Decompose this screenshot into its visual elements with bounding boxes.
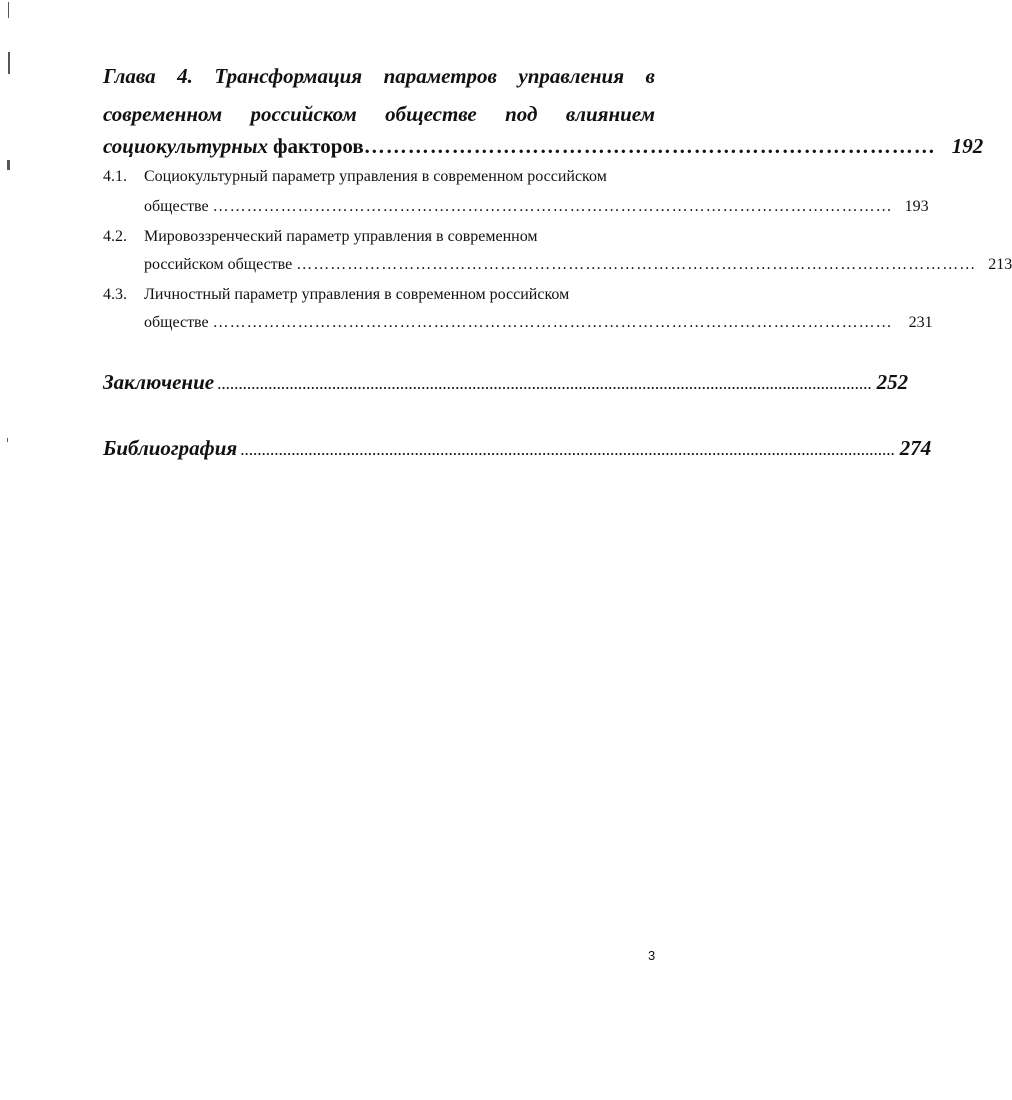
toc-entry-bibliography — [103, 436, 932, 461]
scan-artifact — [7, 160, 10, 170]
chapter-word: Трансформация — [214, 64, 363, 88]
scan-artifact — [7, 438, 8, 442]
entry-page: 274 — [899, 436, 932, 460]
chapter-word: в — [645, 64, 655, 88]
chapter-word: современном — [103, 102, 223, 126]
section-page: 193 — [904, 198, 929, 215]
dot-leader: …………………………………………………………………… — [363, 134, 936, 158]
section-page: 231 — [908, 314, 933, 331]
section-title-cont: обществе — [144, 314, 209, 331]
chapter-word: влиянием — [565, 102, 655, 126]
scan-artifact — [8, 52, 10, 74]
chapter-page: 192 — [951, 134, 984, 158]
chapter-word: социокультурных — [103, 134, 269, 158]
entry-title: Библиография — [103, 436, 238, 460]
chapter-word-upright: факторов — [273, 134, 364, 158]
scan-artifact — [8, 2, 9, 18]
page-number: 3 — [648, 948, 656, 963]
chapter-word: управления — [518, 64, 625, 88]
section-page: 213 — [988, 256, 1012, 273]
section-title: Мировоззренческий параметр управления в современном — [144, 228, 538, 245]
dot-leader: ………………………………………………………………………………………………………… — [212, 314, 893, 331]
section-continuation — [144, 314, 933, 332]
chapter-word: под — [505, 102, 538, 126]
chapter-title-line-3 — [103, 134, 984, 159]
section-title: Социокультурный параметр управления в современном российском — [144, 168, 607, 185]
section-continuation — [144, 198, 929, 216]
section-number: 4.2. — [103, 228, 127, 245]
chapter-title-line-2 — [103, 102, 655, 127]
chapter-title-line-1 — [103, 64, 655, 89]
section-number: 4.3. — [103, 286, 127, 303]
section-title: Личностный параметр управления в современном российском — [144, 286, 570, 303]
chapter-word: обществе — [385, 102, 477, 126]
chapter-word: параметров — [383, 64, 497, 88]
dot-leader: .......................................................................................................................................................... — [241, 443, 896, 458]
chapter-word: российском — [250, 102, 357, 126]
chapter-word: Глава — [103, 64, 156, 88]
entry-page: 252 — [876, 370, 909, 394]
section-number: 4.1. — [103, 168, 127, 185]
toc-entry-conclusion — [103, 370, 909, 395]
dot-leader: ………………………………………………………………………………………………………… — [296, 256, 977, 273]
dot-leader: .......................................................................................................................................................... — [218, 377, 873, 392]
chapter-word: 4. — [177, 64, 193, 88]
entry-title: Заключение — [103, 370, 215, 394]
section-title-cont: российском обществе — [144, 256, 293, 273]
section-continuation — [144, 256, 1012, 274]
section-title-cont: обществе — [144, 198, 209, 215]
dot-leader: ………………………………………………………………………………………………………… — [212, 198, 893, 215]
